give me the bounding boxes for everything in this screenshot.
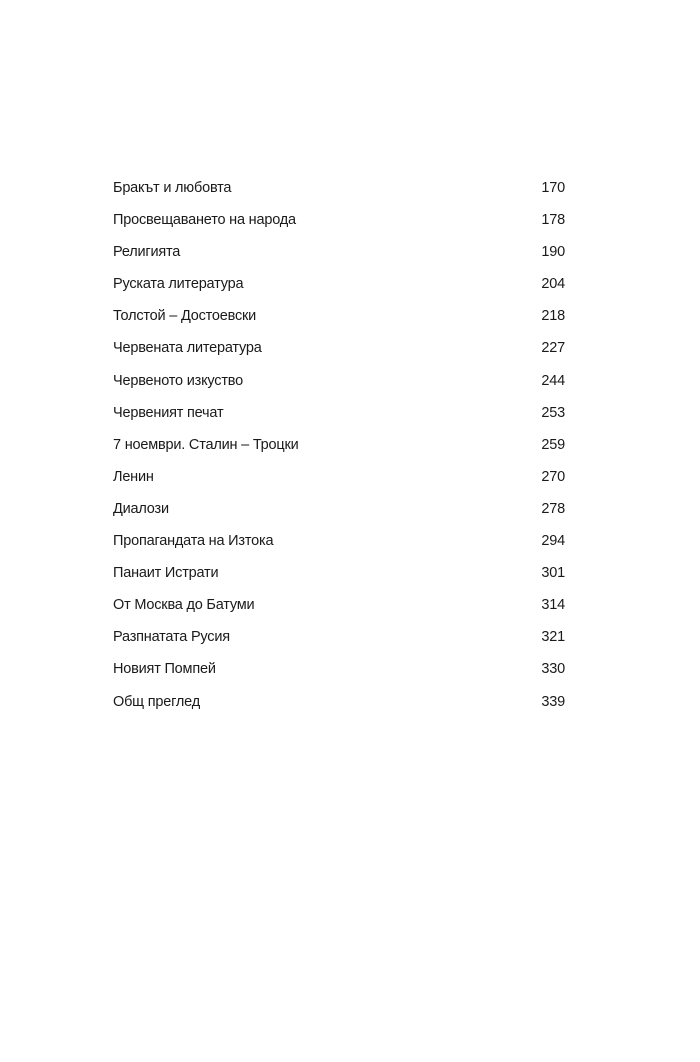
toc-entry-page: 278 bbox=[541, 500, 565, 517]
toc-entry bbox=[113, 177, 565, 209]
toc-entry-page: 314 bbox=[541, 597, 565, 614]
toc-entry bbox=[113, 466, 565, 498]
toc-entry-title: Червеното изкуство bbox=[113, 372, 243, 389]
toc-entry-title: Червеният печат bbox=[113, 404, 224, 421]
toc-entry-page: 218 bbox=[541, 308, 565, 325]
toc-entry-page: 321 bbox=[541, 629, 565, 646]
toc-entry-page: 270 bbox=[541, 468, 565, 485]
toc-entry-title: Новият Помпей bbox=[113, 661, 216, 678]
toc-entry-page: 190 bbox=[541, 244, 565, 261]
toc-entry-page: 330 bbox=[541, 661, 565, 678]
toc-entry bbox=[113, 691, 565, 723]
toc-entry bbox=[113, 273, 565, 305]
toc-entry bbox=[113, 594, 565, 626]
toc-entry-title: Пропагандата на Изтока bbox=[113, 533, 274, 550]
toc-entry-page: 170 bbox=[541, 180, 565, 196]
toc-entry-page: 204 bbox=[541, 276, 565, 293]
toc-entry-title: Бракът и любовта bbox=[113, 180, 232, 196]
toc-entry bbox=[113, 337, 565, 369]
toc-entry bbox=[113, 530, 565, 562]
toc-entry-title: Толстой – Достоевски bbox=[113, 308, 257, 325]
toc-entry bbox=[113, 241, 565, 273]
toc-entry-page: 227 bbox=[541, 340, 565, 357]
toc-entry-page: 178 bbox=[541, 212, 565, 229]
toc-entry-title: Общ преглед bbox=[113, 693, 200, 710]
toc-entry bbox=[113, 209, 565, 241]
toc-entry bbox=[113, 370, 565, 402]
toc-entry-page: 339 bbox=[541, 693, 565, 710]
toc-entry-title: 7 ноември. Сталин – Троцки bbox=[113, 436, 299, 453]
toc-entry bbox=[113, 305, 565, 337]
toc-entry-title: Диалози bbox=[113, 500, 169, 517]
toc-entry-title: Панаит Истрати bbox=[113, 565, 219, 582]
toc-entry-page: 294 bbox=[541, 533, 565, 550]
toc-entry-page: 259 bbox=[541, 436, 565, 453]
toc-entry-title: Ленин bbox=[113, 468, 154, 485]
toc-entry-title: Разпнатата Русия bbox=[113, 629, 230, 646]
toc-entry bbox=[113, 498, 565, 530]
toc-entry-title: Религията bbox=[113, 244, 181, 261]
toc-entry-page: 301 bbox=[541, 565, 565, 582]
toc-entry-title: Руската литература bbox=[113, 276, 244, 293]
toc-entry bbox=[113, 562, 565, 594]
toc-entry bbox=[113, 626, 565, 658]
toc-entry-page: 253 bbox=[541, 404, 565, 421]
toc-entry-title: Просвещаването на народа bbox=[113, 212, 296, 229]
toc-entry-page: 244 bbox=[541, 372, 565, 389]
toc-entry-title: Червената литература bbox=[113, 340, 262, 357]
toc-entry bbox=[113, 434, 565, 466]
toc-entry bbox=[113, 402, 565, 434]
table-of-contents bbox=[113, 177, 565, 723]
toc-entry bbox=[113, 658, 565, 690]
toc-entry-title: От Москва до Батуми bbox=[113, 597, 255, 614]
